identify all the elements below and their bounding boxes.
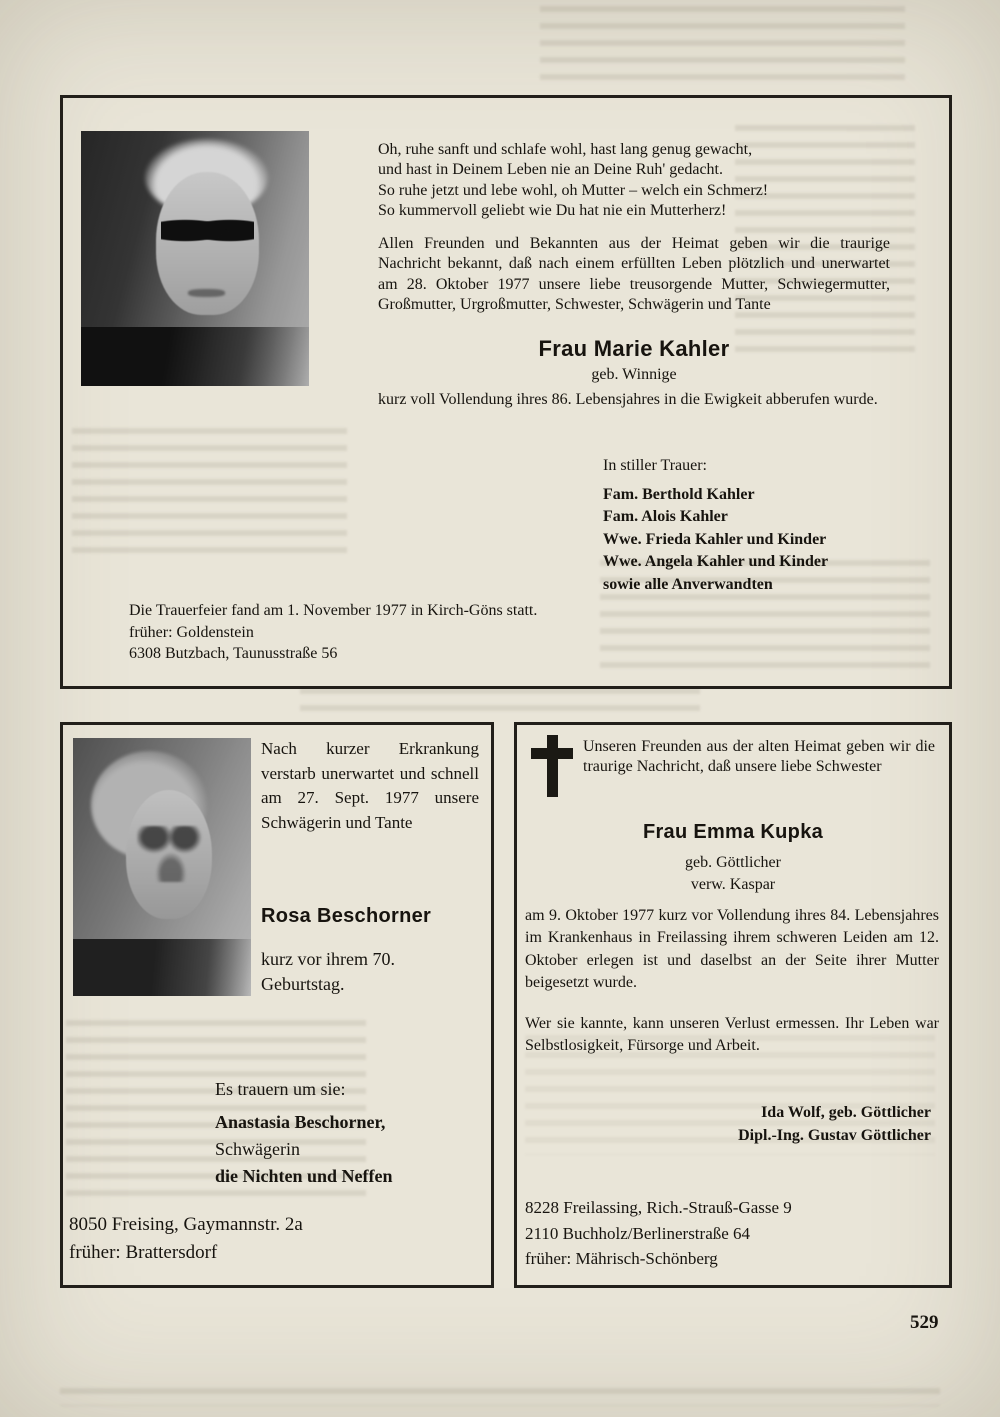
mourning-intro: In stiller Trauer:	[603, 457, 707, 474]
funeral-note-block	[129, 600, 537, 665]
address: 8228 Freilassing, Rich.-Strauß-Gasse 9	[525, 1198, 792, 1217]
mourning-intro: Es trauern um sie:	[215, 1079, 346, 1099]
bleed-through-ghost	[300, 688, 700, 712]
deceased-name: Frau Marie Kahler	[538, 336, 730, 361]
mourner: Fam. Alois Kahler	[603, 508, 728, 526]
bleed-through-ghost	[540, 6, 905, 90]
address: 8050 Freising, Gaymannstr. 2a	[69, 1214, 303, 1235]
obituary-card-rosa-beschorner	[60, 722, 494, 1288]
page-number: 529	[910, 1312, 939, 1333]
cross-detail	[547, 735, 558, 797]
mourner: Fam. Berthold Kahler	[603, 486, 755, 503]
poem-line: So kummervoll geliebt wie Du hat nie ein Mutterherz!	[378, 202, 727, 220]
photo-detail	[73, 939, 251, 996]
funeral-note: Die Trauerfeier fand am 1. November 1977 in Kirch-Göns statt.	[129, 602, 538, 619]
portrait-photo-marie-kahler	[81, 131, 309, 386]
portrait-photo-rosa-beschorner	[73, 738, 251, 996]
mourners-list	[603, 484, 828, 596]
cross-detail	[531, 748, 573, 759]
address-block	[69, 1211, 303, 1266]
former-residence: früher: Goldenstein	[129, 623, 254, 641]
mourner: sowie alle Anverwandten	[603, 575, 773, 593]
obituary-card-marie-kahler	[60, 95, 952, 689]
mourner: Wwe. Frieda Kahler und Kinder	[603, 530, 827, 548]
photo-detail	[188, 289, 224, 297]
maiden-name: geb. Winnige	[591, 366, 677, 383]
death-announcement: Unseren Freunden aus der alten Heimat geben wir die traurige Nachricht, daß unsere liebe Schwester	[583, 738, 935, 776]
poem-line: Oh, ruhe sanft und schlafe wohl, hast lang genug gewacht,	[378, 141, 753, 158]
mourner: Anastasia Beschorner,	[215, 1112, 386, 1132]
mourner: Wwe. Angela Kahler und Kinder	[603, 553, 829, 571]
announcement-continuation: kurz voll Vollendung ihres 86. Lebensjahres in die Ewigkeit abberufen wurde.	[378, 391, 878, 408]
mourners-list	[738, 1101, 931, 1147]
death-announcement: Nach kurzer Erkrankung verstarb unerwartet und schnell am 27. Sept. 1977 unsere Schwägerin und Tante	[261, 739, 479, 832]
deceased-name: Rosa Beschorner	[261, 905, 432, 927]
maiden-name: geb. Göttlicher	[685, 854, 781, 871]
obituary-card-emma-kupka	[514, 722, 952, 1288]
widowed-name: verw. Kaspar	[690, 876, 776, 893]
former-residence: früher: Brattersdorf	[69, 1241, 218, 1263]
mourner: Dipl.-Ing. Gustav Göttlicher	[738, 1127, 931, 1145]
bleed-through-ghost	[60, 1388, 940, 1406]
address: 2110 Buchholz/Berlinerstraße 64	[525, 1223, 751, 1243]
mourner: Schwägerin	[215, 1139, 300, 1159]
photo-detail	[81, 327, 309, 386]
poem-line: und hast in Deinem Leben nie an Deine Ruh' gedacht.	[378, 161, 723, 179]
death-announcement: Allen Freunden und Bekannten aus der Heimat geben wir die traurige Nachricht bekannt, daß nach einem erfüllten Leben plötzlich und unerwartet am 28. Oktober 1977 unsere liebe treusorgende Mutter, Schwiegermutter, Großmutter, Urgroßmutter, Schwester, Schwägerin und Tante	[378, 235, 890, 314]
address: 6308 Butzbach, Taunusstraße 56	[129, 645, 338, 663]
mourner: Ida Wolf, geb. Göttlicher	[761, 1104, 931, 1121]
tribute-text: Wer sie kannte, kann unseren Verlust ermessen. Ihr Leben war Selbstlosigkeit, Fürsorge und Arbeit.	[525, 1015, 939, 1055]
memorial-poem	[378, 140, 890, 222]
photo-detail	[137, 826, 205, 883]
announcement-body: am 9. Oktober 1977 kurz vor Vollendung ihres 84. Lebensjahres im Krankenhaus in Freilassing ihrem schweren Leiden am 12. Oktober erlegen ist und daselbst an der Seite ihrer Mutter beigesetzt wurde.	[525, 907, 939, 992]
address-block	[525, 1195, 792, 1272]
mourner: die Nichten und Neffen	[215, 1166, 393, 1186]
former-residence: früher: Mährisch-Schönberg	[525, 1249, 718, 1268]
sunglasses-detail	[161, 213, 254, 249]
cross-icon	[531, 735, 573, 797]
announcement-continuation: kurz vor ihrem 70. Geburtstag.	[261, 949, 395, 995]
mourners-list	[215, 1109, 393, 1190]
deceased-name: Frau Emma Kupka	[642, 821, 824, 843]
poem-line: So ruhe jetzt und lebe wohl, oh Mutter – welch ein Schmerz!	[378, 181, 769, 199]
